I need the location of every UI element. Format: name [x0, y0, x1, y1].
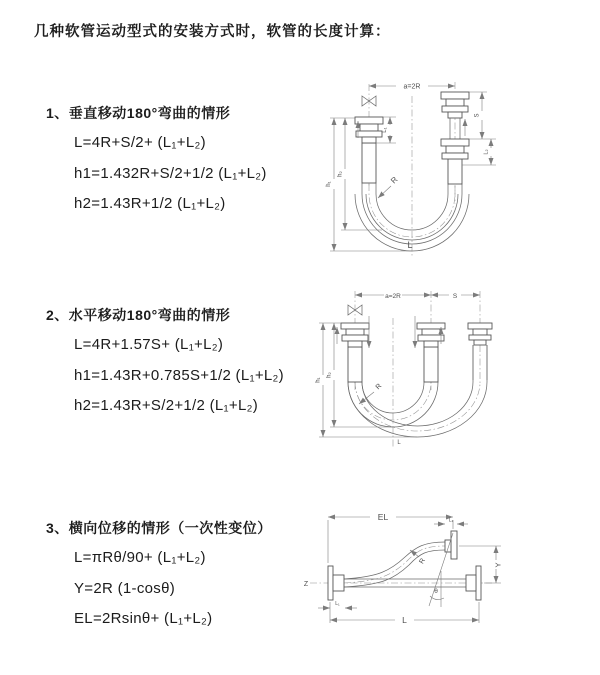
dim-label-y: Y — [493, 562, 503, 568]
formula-line: L=πRθ/90+ (L₁+L₂) — [74, 549, 206, 566]
page-title: 几种软管运动型式的安装方式时，软管的长度计算： — [34, 24, 391, 40]
label-length: L — [397, 440, 401, 446]
dim-label-h1: h₁ — [326, 181, 332, 187]
dim-l1-bottom — [318, 601, 357, 608]
dim-s — [431, 293, 480, 300]
dim-label-a2r: a=2R — [385, 292, 401, 300]
section-vertical-movement — [46, 103, 326, 220]
dim-label-el: EL — [377, 512, 389, 522]
formula-line: L=4R+S/2+ (L₁+L₂) — [74, 134, 206, 151]
section-number: 3、 — [46, 520, 69, 536]
label-radius: R — [389, 175, 400, 186]
formula-block — [46, 543, 326, 635]
dim-s — [469, 92, 496, 139]
formula-line: h1=1.43R+0.785S+1/2 (L₁+L₂) — [74, 366, 284, 384]
section-heading-text: 水平移动180°弯曲的情形 — [68, 307, 231, 323]
formula-line: h2=1.43R+S/2+1/2 (L₁+L₂) — [74, 397, 259, 414]
section-horizontal-movement — [46, 305, 326, 422]
formula-block — [46, 128, 326, 220]
flange-left — [328, 566, 344, 600]
formula-line: L=4R+1.57S+ (L₁+L₂) — [74, 336, 224, 353]
section-heading — [46, 103, 326, 123]
dim-label-h2: h₂ — [326, 372, 333, 378]
dim-label-l1: L₁ — [335, 601, 340, 607]
braid-middle — [424, 347, 438, 382]
dim-label-a2r: a=2R — [403, 83, 421, 91]
section-lateral-displacement — [46, 518, 326, 635]
dim-label-s: S — [452, 292, 458, 300]
dim-label-l: L — [402, 615, 407, 625]
section-number: 2、 — [46, 307, 69, 323]
flange-right-original — [466, 566, 481, 600]
section-heading — [46, 305, 326, 325]
dim-l — [330, 602, 479, 625]
dim-a2r — [355, 293, 431, 300]
dim-el — [328, 512, 453, 566]
label-radius: R — [374, 382, 384, 392]
label-radius: R — [418, 557, 427, 566]
dim-label-s: S — [474, 113, 481, 118]
flange-left — [341, 323, 369, 347]
flange-right-lower — [441, 139, 469, 159]
dim-label-h1: h₁ — [315, 377, 322, 383]
dim-l1-top — [434, 518, 468, 525]
dim-a2r — [369, 84, 455, 91]
formula-block — [46, 330, 326, 422]
flange-left — [355, 117, 383, 143]
section-number: 1、 — [46, 105, 69, 121]
formula-line: EL=2Rsinθ+ (L₁+L₂) — [74, 610, 213, 627]
braid-left — [362, 143, 376, 183]
diagram-vertical-180-bend — [312, 72, 597, 267]
dim-label-l1: L₁ — [382, 127, 388, 133]
label-length: L — [407, 240, 413, 250]
radius-leader — [410, 550, 427, 565]
section-heading-text: 横向位移的情形（一次性变位） — [68, 520, 272, 536]
flange-right-displaced — [445, 531, 457, 559]
diagram-lateral-displacement — [296, 503, 598, 648]
dim-label-l2: L₂ — [483, 149, 490, 155]
dim-label-l1: L₁ — [448, 517, 454, 524]
section-heading — [46, 518, 326, 538]
fitting-dims — [369, 316, 415, 348]
label-axis-z: Z — [303, 581, 309, 588]
formula-line: h1=1.432R+S/2+1/2 (L₁+L₂) — [74, 164, 267, 182]
hose-u-bend — [348, 345, 487, 437]
formula-line: h2=1.43R+1/2 (L₁+L₂) — [74, 195, 226, 212]
angle-label-theta: θ — [434, 588, 438, 595]
section-heading-text: 垂直移动180°弯曲的情形 — [68, 105, 231, 121]
radius-leader — [378, 175, 400, 198]
braid-left — [348, 347, 362, 382]
hose-s-curve — [344, 542, 445, 587]
formula-line: Y=2R (1-cosθ) — [74, 579, 176, 597]
braid-right — [448, 159, 462, 184]
dim-label-h2: h₂ — [337, 171, 344, 177]
diagram-horizontal-180-bend — [303, 280, 593, 465]
radius-leader — [359, 383, 383, 404]
angle-theta — [429, 533, 453, 607]
